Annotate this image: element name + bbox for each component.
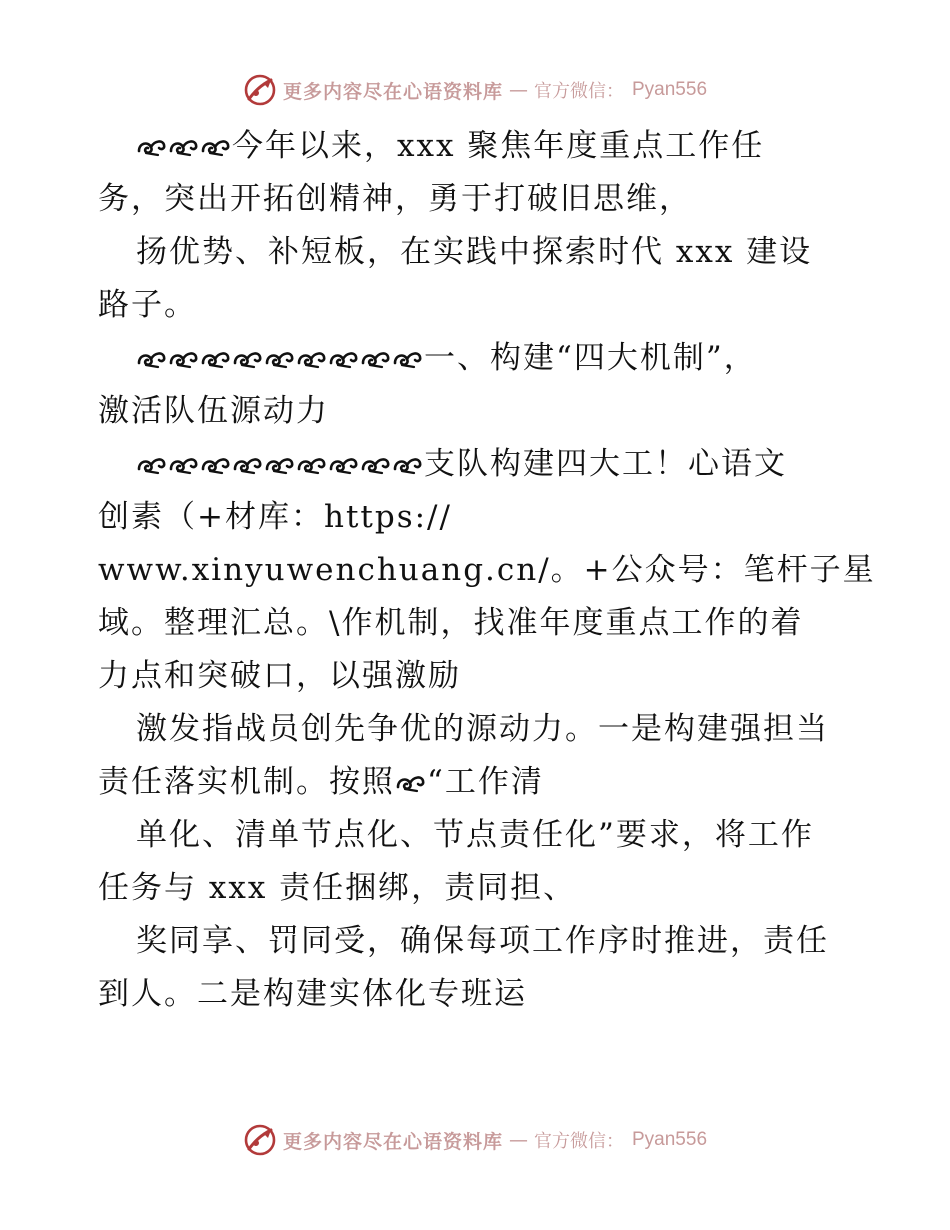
- footer-banner-title: 更多内容尽在心语资料库: [282, 1130, 503, 1153]
- swirl-ornament-icon: [136, 454, 167, 476]
- text-line: [98, 279, 858, 332]
- line-text: 到人。二是构建实体化专班运: [98, 976, 527, 1012]
- text-line: [98, 915, 858, 968]
- document-body: [98, 120, 876, 1021]
- line-text: 力点和突破口，以强激励: [98, 658, 461, 694]
- line-text: “工作清: [427, 764, 544, 800]
- text-line: [98, 597, 858, 650]
- line-text: 今年以来，xxx 聚焦年度重点工作任: [232, 128, 765, 164]
- swirl-ornament-icon: [136, 136, 167, 158]
- pen-circle-logo-icon: [243, 1123, 277, 1157]
- swirl-ornament-icon: [200, 136, 231, 158]
- header-banner-title: 更多内容尽在心语资料库: [282, 80, 503, 103]
- swirl-ornament-icon: [395, 772, 426, 794]
- text-line: [98, 120, 858, 173]
- swirl-ornament-icon: [328, 454, 359, 476]
- swirl-ornament-icon: [136, 348, 167, 370]
- line-text: 一、构建“四大机制”，: [424, 340, 757, 376]
- swirl-ornament-icon: [360, 348, 391, 370]
- swirl-ornament-icon: [328, 348, 359, 370]
- header-banner: [0, 68, 950, 112]
- text-line: [98, 650, 858, 703]
- header-banner-wechat-handle: Pyan556: [632, 79, 708, 100]
- line-text: www.xinyuwenchuang.cn/。+公众号：笔杆子星: [98, 552, 876, 588]
- footer-banner-dash: —: [509, 1129, 528, 1151]
- swirl-ornament-icon: [200, 454, 231, 476]
- swirl-ornament-icon: [392, 454, 423, 476]
- swirl-ornament-icon: [264, 454, 295, 476]
- text-line: [98, 809, 858, 862]
- header-banner-dash: —: [509, 79, 528, 101]
- footer-banner: [0, 1118, 950, 1162]
- line-text: 创素（+材库：https://: [98, 499, 452, 535]
- swirl-ornament-icon: [232, 454, 263, 476]
- text-line: [98, 332, 858, 385]
- text-line: [98, 544, 876, 597]
- line-text: 激发指战员创先争优的源动力。一是构建强担当: [136, 711, 829, 747]
- text-line: [98, 173, 858, 226]
- text-line: [98, 226, 858, 279]
- header-banner-wechat-label: 官方微信：: [534, 81, 624, 102]
- text-line: [98, 756, 858, 809]
- swirl-ornament-icon: [168, 348, 199, 370]
- footer-banner-wechat-label: 官方微信：: [534, 1131, 624, 1152]
- text-line: [98, 968, 858, 1021]
- line-text: 支队构建四大工！心语文: [424, 446, 787, 482]
- line-text: 路子。: [98, 287, 197, 323]
- text-line: [98, 703, 858, 756]
- text-line: [98, 862, 858, 915]
- line-text: 扬优势、补短板，在实践中探索时代 xxx 建设: [136, 234, 813, 270]
- swirl-ornament-icon: [264, 348, 295, 370]
- line-text: 域。整理汇总。\作机制，找准年度重点工作的着: [98, 605, 804, 641]
- line-text: 责任落实机制。按照: [98, 764, 395, 800]
- swirl-ornament-icon: [168, 454, 199, 476]
- line-text: 务，突出开拓创精神，勇于打破旧思维，: [98, 181, 692, 217]
- line-text: 奖同享、罚同受，确保每项工作序时推进，责任: [136, 923, 829, 959]
- line-text: 单化、清单节点化、节点责任化”要求，将工作: [136, 817, 814, 853]
- swirl-ornament-icon: [296, 454, 327, 476]
- swirl-ornament-icon: [296, 348, 327, 370]
- swirl-ornament-icon: [232, 348, 263, 370]
- swirl-ornament-icon: [200, 348, 231, 370]
- swirl-ornament-icon: [392, 348, 423, 370]
- pen-circle-logo-icon: [243, 73, 277, 107]
- footer-banner-wechat-handle: Pyan556: [632, 1129, 708, 1150]
- text-line: [98, 491, 858, 544]
- line-text: 激活队伍源动力: [98, 393, 329, 429]
- text-line: [98, 438, 858, 491]
- line-text: 任务与 xxx 责任捆绑，责同担、: [98, 870, 577, 906]
- swirl-ornament-icon: [360, 454, 391, 476]
- swirl-ornament-icon: [168, 136, 199, 158]
- text-line: [98, 385, 858, 438]
